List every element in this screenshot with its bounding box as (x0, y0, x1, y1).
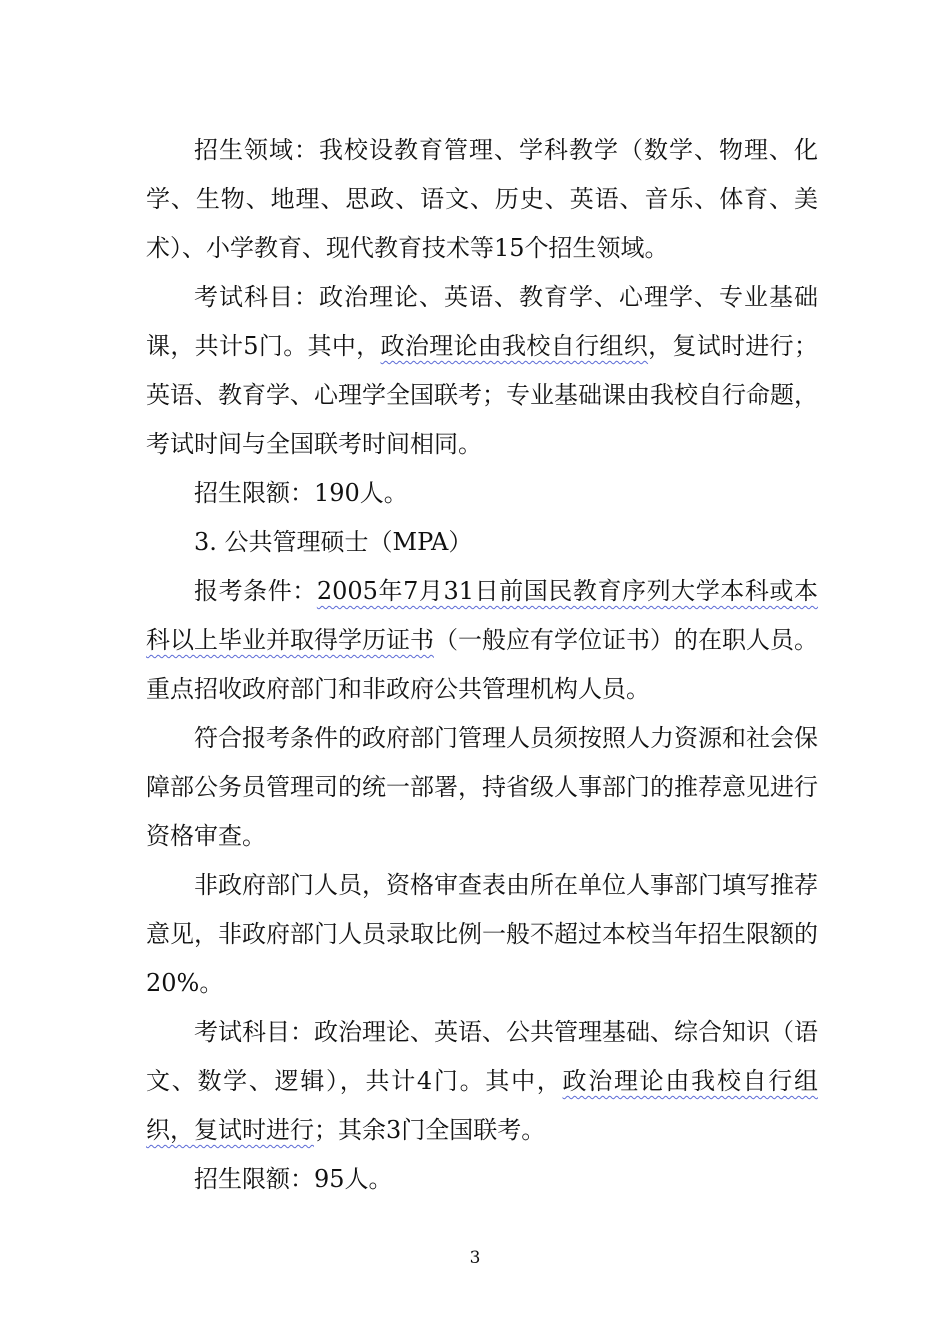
text-segment: 报考条件： (194, 577, 317, 605)
text-segment: 非政府部门人员，资格审查表由所在单位人事部门填写推荐意见，非政府部门人员录取比例一般不超过本校当年招生限额的20%。 (146, 871, 818, 997)
document-body (146, 126, 818, 1204)
text-segment: （一般应有学位证书）的在职人员。重点招收政府部门和非政府公共管理机构人员。 (146, 626, 818, 703)
text-segment: 招生限额：95人。 (194, 1165, 393, 1193)
spellcheck-underlined-text: 政治理论由我校自行组织 (380, 332, 649, 360)
text-segment: 3. 公共管理硕士（MPA） (194, 528, 473, 556)
spellcheck-underlined-text: 2005年7月31日前国民教育序列大学本科或本科以上毕业并取得学历证书 (146, 577, 819, 654)
paragraph-mpa-exam-subjects (146, 1008, 818, 1155)
paragraph-eligibility (146, 567, 818, 714)
section-heading-mpa (146, 518, 818, 567)
spellcheck-underlined-text: 政治理论由我校自行组织，复试时进行 (146, 1067, 818, 1144)
paragraph-exam-subjects (146, 273, 818, 469)
text-segment: ；其余3门全国联考。 (314, 1116, 546, 1144)
text-segment: 招生限额：190人。 (194, 479, 408, 507)
paragraph-mpa-quota (146, 1155, 818, 1204)
text-segment: 符合报考条件的政府部门管理人员须按照人力资源和社会保障部公务员管理司的统一部署，持省级人事部门的推荐意见进行资格审查。 (146, 724, 818, 850)
text-segment: 考试科目：政治理论、英语、教育学、心理学、专业基础课，共计5门。其中， (146, 283, 818, 360)
paragraph-quota (146, 469, 818, 518)
page-number: 3 (469, 1248, 481, 1268)
paragraph-fields (146, 126, 818, 273)
paragraph-government-staff (146, 714, 818, 861)
paragraph-non-government-staff (146, 861, 818, 1008)
text-segment: ，复试时进行；英语、教育学、心理学全国联考；专业基础课由我校自行命题，考试时间与全国联考时间相同。 (146, 332, 818, 458)
text-segment: 招生领域：我校设教育管理、学科教学（数学、物理、化学、生物、地理、思政、语文、历史、英语、音乐、体育、美术）、小学教育、现代教育技术等15个招生领域。 (146, 136, 818, 262)
text-segment: 考试科目：政治理论、英语、公共管理基础、综合知识（语文、数学、逻辑），共计4门。其中， (146, 1018, 818, 1095)
